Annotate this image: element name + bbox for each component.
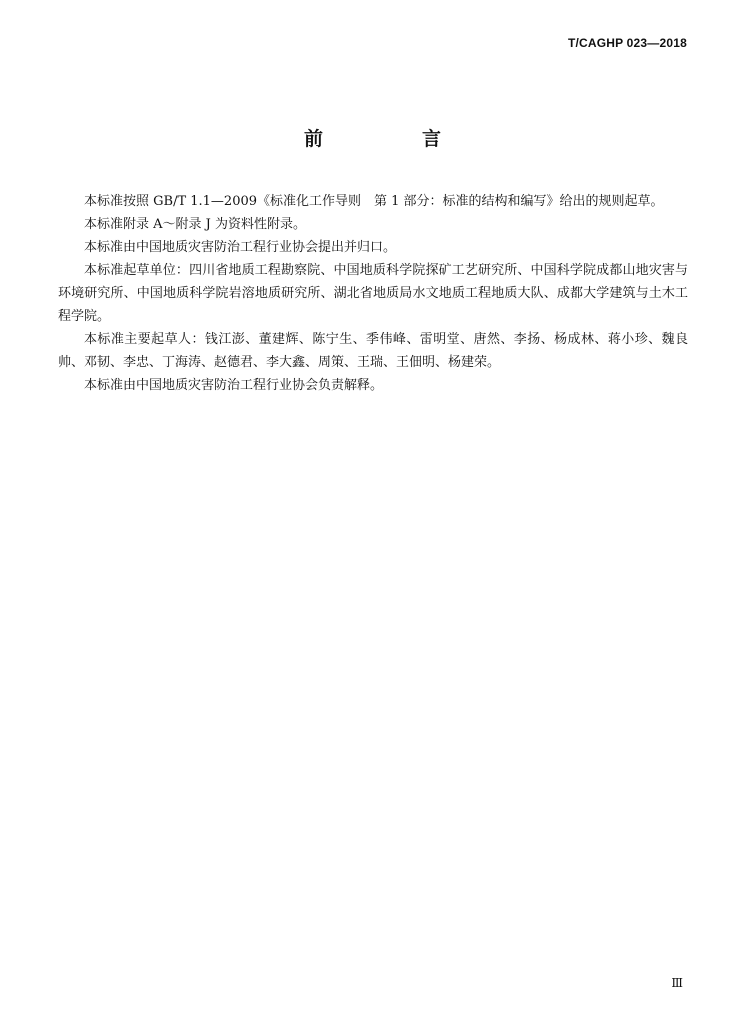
paragraph-interpretation: 本标准由中国地质灾害防治工程行业协会负责解释。 <box>84 378 384 393</box>
paragraph-drafters: 本标准主要起草人：钱江澎、董建辉、陈宁生、季伟峰、雷明堂、唐然、李扬、杨成林、蒋小珍、魏良帅、邓韧、李忠、丁海涛、赵德君、李大鑫、周策、王瑞、王佃明、杨建荣。 <box>58 332 688 370</box>
paragraph-appendices: 本标准附录 A～附录 J 为资料性附录。 <box>84 217 306 232</box>
page-number: Ⅲ <box>671 976 683 990</box>
page-title: 前 言 <box>303 128 481 150</box>
paragraph-drafting-rules: 本标准按照 GB/T 1.1—2009《标准化工作导则 第 1 部分：标准的结构和编写》给出的规则起草。 <box>84 194 664 209</box>
body-text <box>58 190 688 397</box>
standard-code: T/CAGHP 023—2018 <box>567 36 687 50</box>
paragraph-proposer: 本标准由中国地质灾害防治工程行业协会提出并归口。 <box>84 240 397 255</box>
paragraph-drafting-units: 本标准起草单位：四川省地质工程勘察院、中国地质科学院探矿工艺研究所、中国科学院成都山地灾害与环境研究所、中国地质科学院岩溶地质研究所、湖北省地质局水文地质工程地质大队、成都大学建筑与土木工程学院。 <box>58 263 688 324</box>
